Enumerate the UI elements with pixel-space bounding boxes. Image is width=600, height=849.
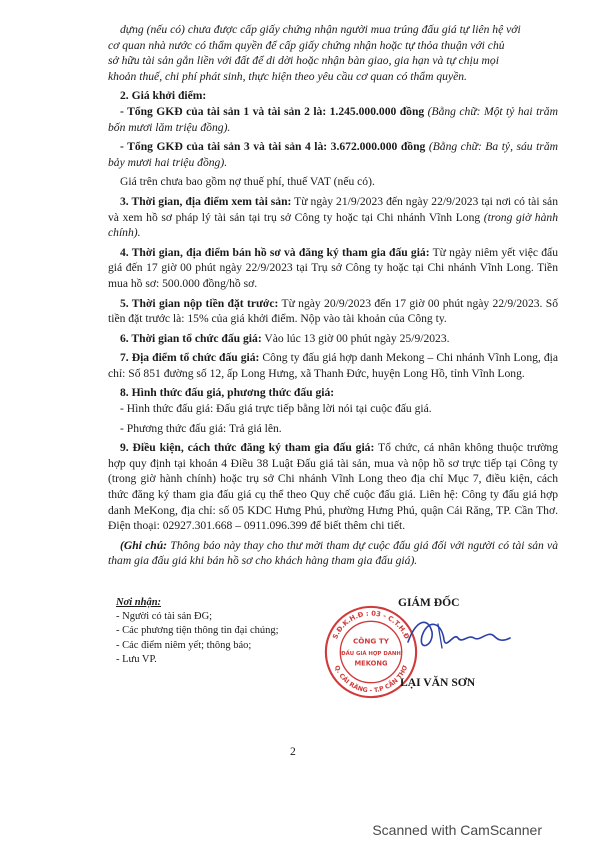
section-8-heading: 8. Hình thức đấu giá, phương thức đấu giá: [120,386,335,400]
auction-method: - Phương thức đấu giá: Trả giá lên. [120,421,282,435]
recipient-item: - Các phương tiện thông tin đại chúng; [116,625,279,637]
recipient-item: - Người có tài sản ĐG; [116,611,213,623]
seal-ring-bottom-text: Q. CÁI RĂNG - T.P CẦN THƠ [332,664,410,695]
seal-line-3: MEKONG [354,659,388,668]
section-6: 6. Thời gian tổ chức đấu giá: Vào lúc 13 giờ 00 phút ngày 25/9/2023. [120,331,450,345]
intro-line: cơ quan nhà nước có thẩm quyền để cấp giấy chứng nhận hoặc tự thỏa thuận với chủ [108,38,505,52]
section-2-heading: 2. Giá khởi điểm: [120,89,207,103]
seal-line-1: CÔNG TY [353,636,389,646]
intro-paragraph [108,22,558,84]
signature-block [108,590,568,700]
scanner-watermark: Scanned with CamScanner [372,822,542,838]
page-number: 2 [290,745,296,758]
section-4: 4. Thời gian, địa điểm bán hồ sơ và đăng ký tham gia đấu giá: Từ ngày niêm yết việc đấu giá đến 17 giờ 00 phút ngày 22/9/2023 tại Trụ sở Công ty hoặc tại Chi nhánh Vĩnh Long. Tiền mua hồ sơ: 500.000 đồng/hồ sơ. [108,245,558,290]
starting-price-assets-1-2: - Tổng GKĐ của tài sản 1 và tài sản 2 là: 1.245.000.000 đồng (Bằng chữ: Một tỷ hai trăm bốn mươi lăm triệu đồng). [108,104,558,134]
section-9: 9. Điều kiện, cách thức đăng ký tham gia đấu giá: Tổ chức, cá nhân không thuộc trường hợp quy định tại khoản 4 Điều 38 Luật Đấu giá tài sản, mua và nộp hồ sơ trực tiếp tại Công ty (trong giờ hành chính) hoặc trụ sở Chi nhánh Vĩnh Long theo địa chỉ Mục 7, điều kiện, cách thức đăng ký tham gia đấu giá cụ thể theo Quy chế cuộc đấu giá. Liên hệ: Công ty đấu giá hợp danh MeKong, địa chỉ: số 05 KDC Hưng Phú, phường Hưng Phú, quận Cái Răng, TP. Cần Thơ. Điện thoại: 02927.301.668 – 0911.096.399 để biết thêm chi tiết. [108,441,558,533]
section-5: 5. Thời gian nộp tiền đặt trước: Từ ngày 20/9/2023 đến 17 giờ 00 phút ngày 22/9/2023. Số tiền đặt trước là: 15% của giá khởi điểm. Nộp vào tài khoản của Công ty. [108,296,559,326]
note-paragraph: (Ghi chú: Thông báo này thay cho thư mời tham dự cuộc đấu giá đối với người có tài sản và tham gia đấu giá khi bán hồ sơ cho khách hàng tham gia đấu giá). [108,538,558,568]
intro-line: dựng (nếu có) chưa được cấp giấy chứng nhận người mua trúng đấu giá tự liên hệ với [120,23,521,36]
price-note: Giá trên chưa bao gồm nợ thuế phí, thuế VAT (nếu có). [120,175,375,189]
handwritten-signature [398,612,528,660]
seal-ring-top-text: S.Đ.K.H.Đ : 03 - C.T.H.Đ [331,609,411,641]
document-body [108,22,558,569]
seal-line-2: ĐẤU GIÁ HỢP DANH [341,650,401,657]
starting-price-assets-3-4: - Tổng GKĐ của tài sản 3 và tài sản 4 là: 3.672.000.000 đồng (Bằng chữ: Ba tỷ, sáu trăm bảy mươi hai triệu đồng). [108,140,558,169]
section-7: 7. Địa điểm tổ chức đấu giá: Công ty đấu giá hợp danh Mekong – Chi nhánh Vĩnh Long, địa chỉ: Số 851 đường số 12, ấp Long Hưng, xã Thanh Đức, huyện Long Hồ, tỉnh Vĩnh Long. [108,351,558,380]
auction-form: - Hình thức đấu giá: Đấu giá trực tiếp bằng lời nói tại cuộc đấu giá. [120,402,432,416]
recipients-list [116,596,279,667]
recipient-item: - Các điểm niêm yết; thông báo; [116,639,252,651]
section-3: 3. Thời gian, địa điểm xem tài sản: Từ ngày 21/9/2023 đến ngày 22/9/2023 tại nơi có tài sản và xem hồ sơ pháp lý tài sản tại trụ sở Công ty hoặc tại Chi nhánh Vĩnh Long (trong giờ hành chính). [108,194,558,240]
recipient-item: - Lưu VP. [116,653,157,665]
recipients-title: Nơi nhận: [116,597,162,608]
signer-name: LẠI VĂN SƠN [400,676,476,689]
intro-line: sở hữu tài sản gắn liền với đất để di dời hoặc nhận bàn giao, gia hạn và tự chịu mọi [108,54,499,68]
intro-line: khoản thuế, chi phí phát sinh, thực hiện theo yêu cầu cơ quan có thẩm quyền. [108,69,467,83]
signer-position: GIÁM ĐỐC [398,596,460,609]
